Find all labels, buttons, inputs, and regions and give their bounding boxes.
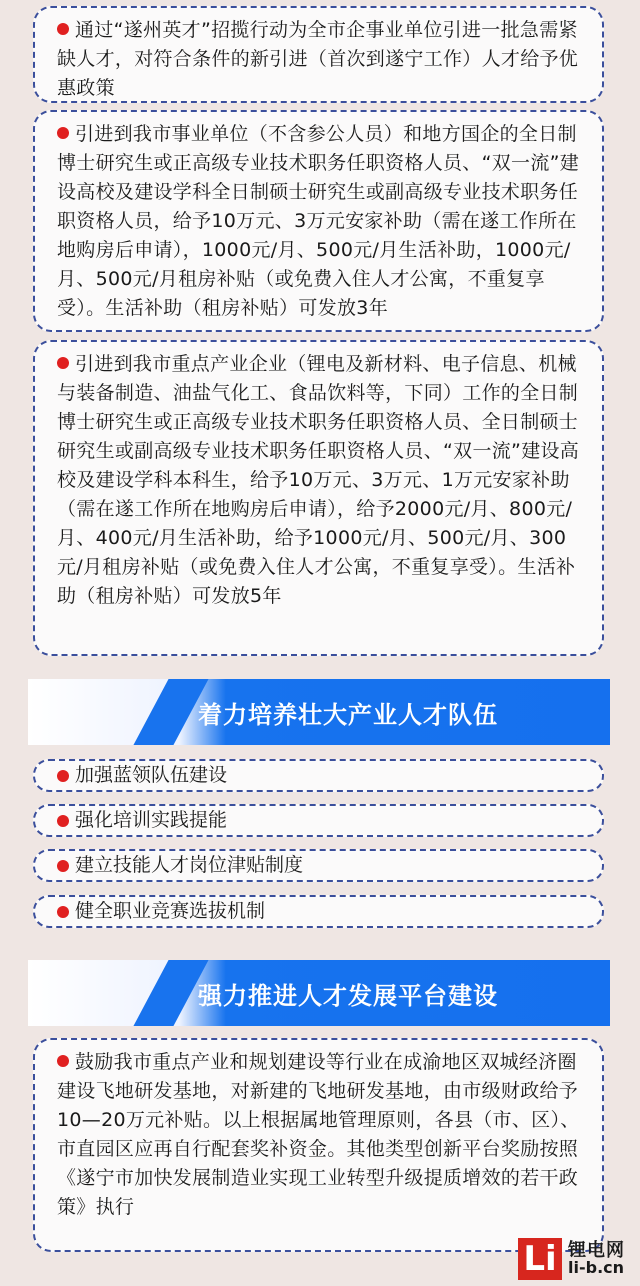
list-item [33,804,604,837]
policy-text-3: 引进到我市重点产业企业（锂电及新材料、电子信息、机械与装备制造、油盐气化工、食品饮料等，下同）工作的全日制博士研究生或正高级专业技术职务任职资格人员、全日制硕士研究生或副高级专业技术职务任职资格人员、“双一流”建设高校及建设学科本科生，给予10万元、3万元、1万元安家补助（需在遂工作所在地购房后申请），给予2000元/月、800元/月、400元/月生活补助，给予1000元/月、500元/月、300元/月租房补贴（或免费入住人才公寓，不重复享受）。生活补助（租房补贴）可发放5年 [57,353,580,607]
policy-text-1: 通过“遂州英才”招揽行动为全市企事业单位引进一批急需紧缺人才，对符合条件的新引进（首次到遂宁工作）人才给予优惠政策 [57,19,579,99]
section-title-2: 强力推进人才发展平台建设 [198,981,498,1010]
watermark-logo [518,1234,636,1282]
policy-box-3 [33,340,604,656]
bullet-icon [57,127,69,139]
list-item [33,759,604,792]
policy-box-2 [33,110,604,332]
bullet-icon [57,357,69,369]
logo-url: li-b.cn [568,1258,625,1277]
bullet-icon [57,860,69,872]
policy-box-1 [33,6,604,103]
list-item-label: 加强蓝领队伍建设 [75,764,228,786]
section-title-1: 着力培养壮大产业人才队伍 [198,700,498,729]
bullet-icon [57,1055,69,1067]
list-item-label: 建立技能人才岗位津贴制度 [75,854,304,876]
list-item [33,895,604,928]
logo-name: 锂电网 [568,1240,625,1261]
bullet-icon [57,815,69,827]
list-item [33,849,604,882]
list-item-label: 健全职业竞赛选拔机制 [75,900,266,922]
policy-text-2: 引进到我市事业单位（不含参公人员）和地方国企的全日制博士研究生或正高级专业技术职务任职资格人员、“双一流”建设高校及建设学科全日制硕士研究生或副高级专业技术职务任职资格人员，给予10万元、3万元安家补助（需在遂工作所在地购房后申请），1000元/月、500元/月生活补助，1000元/月、500元/月租房补贴（或免费入住人才公寓，不重复享受）。生活补助（租房补贴）可发放3年 [57,123,580,319]
list-item-label: 强化培训实践提能 [75,809,228,831]
bullet-icon [57,906,69,918]
bullet-icon [57,23,69,35]
platform-box [33,1038,604,1252]
platform-text: 鼓励我市重点产业和规划建设等行业在成渝地区双城经济圈建设飞地研发基地，对新建的飞地研发基地，由市级财政给予10—20万元补贴。以上根据属地管理原则，各县（市、区）、市直园区应再自行配套奖补资金。其他类型创新平台奖励按照《遂宁市加快发展制造业实现工业转型升级提质增效的若干政策》执行 [57,1051,580,1218]
bullet-icon [57,770,69,782]
logo-mark: Li [518,1238,562,1280]
section-banner-1 [28,679,610,745]
section-banner-2 [28,960,610,1026]
